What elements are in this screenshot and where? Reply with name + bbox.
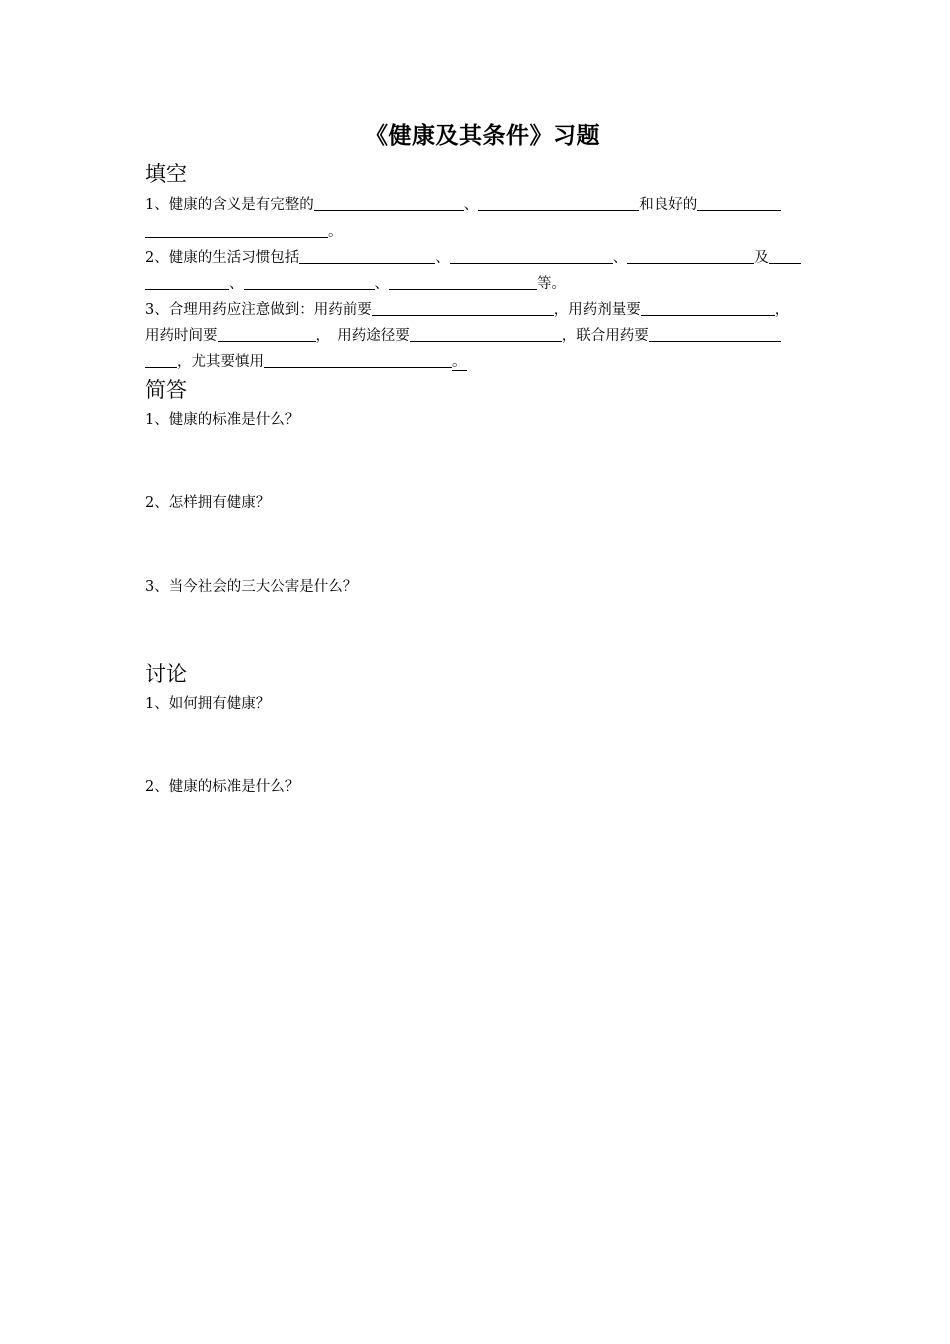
q2-blank-3 [627,248,754,264]
q3-blank-3 [218,326,316,342]
fill-question-3-line-3 [145,350,820,374]
q1-text-4: 。 [328,224,343,240]
q3-text-8: 。 [452,354,467,370]
q1-blank-1 [314,195,464,211]
q2-blank-7 [389,274,537,290]
q1-blank-4 [145,222,328,238]
q1-blank-3 [697,195,781,211]
q3-blank-1 [372,300,554,316]
q3-text-1: 3、合理用药应注意做到：用药前要 [145,302,372,318]
q2-blank-2 [450,248,613,264]
q2-text-6: 、 [374,276,389,292]
short-question-1: 1、健康的标准是什么？ [145,412,300,428]
q3-blank-5 [649,326,781,342]
q2-text-1: 2、健康的生活习惯包括 [145,250,300,266]
q3-text-5: ， 用药途径要 [315,328,410,344]
discuss-question-1: 1、如何拥有健康？ [145,696,271,712]
section-heading-discuss: 讨论 [145,662,187,686]
q3-text-2: ，用药剂量要 [553,302,641,318]
q3-text-4: 用药时间要 [145,328,218,344]
q2-text-3: 、 [612,250,628,266]
short-question-2: 2、怎样拥有健康？ [145,495,271,511]
q3-blank-7 [264,352,452,368]
fill-question-1-line-1 [145,193,820,217]
q3-text-3: ， [774,302,790,318]
q1-text-3: 和良好的 [639,197,698,213]
q3-text-7: ，尤其要慎用 [177,354,264,370]
q3-blank-6 [145,352,177,368]
q2-blank-6 [244,274,375,290]
q1-text-2: 、 [463,197,479,213]
fill-question-3-line-1 [145,298,820,322]
q2-text-5: 、 [229,276,244,292]
q2-blank-4 [769,248,801,264]
q2-text-4: 及 [754,250,769,266]
short-question-3: 3、当今社会的三大公害是什么？ [145,579,358,595]
q1-text-1: 1、健康的含义是有完整的 [145,197,314,213]
fill-question-2-line-1 [145,246,820,270]
q3-text-6: ，联合用药要 [561,328,649,344]
q2-text-2: 、 [435,250,450,266]
q2-blank-5 [145,274,229,290]
fill-question-3-line-2 [145,324,820,348]
q3-blank-2 [641,300,775,316]
page-title: 《健康及其条件》习题 [365,123,600,149]
fill-question-2-line-2 [145,272,820,296]
section-heading-short: 简答 [145,378,187,402]
section-heading-fill: 填空 [145,162,187,186]
fill-question-1-line-2 [145,220,820,244]
q2-blank-1 [299,248,435,264]
q3-blank-4 [410,326,562,342]
q1-blank-2 [478,195,639,211]
discuss-question-2: 2、健康的标准是什么？ [145,779,300,795]
q2-text-7: 等。 [537,276,566,292]
